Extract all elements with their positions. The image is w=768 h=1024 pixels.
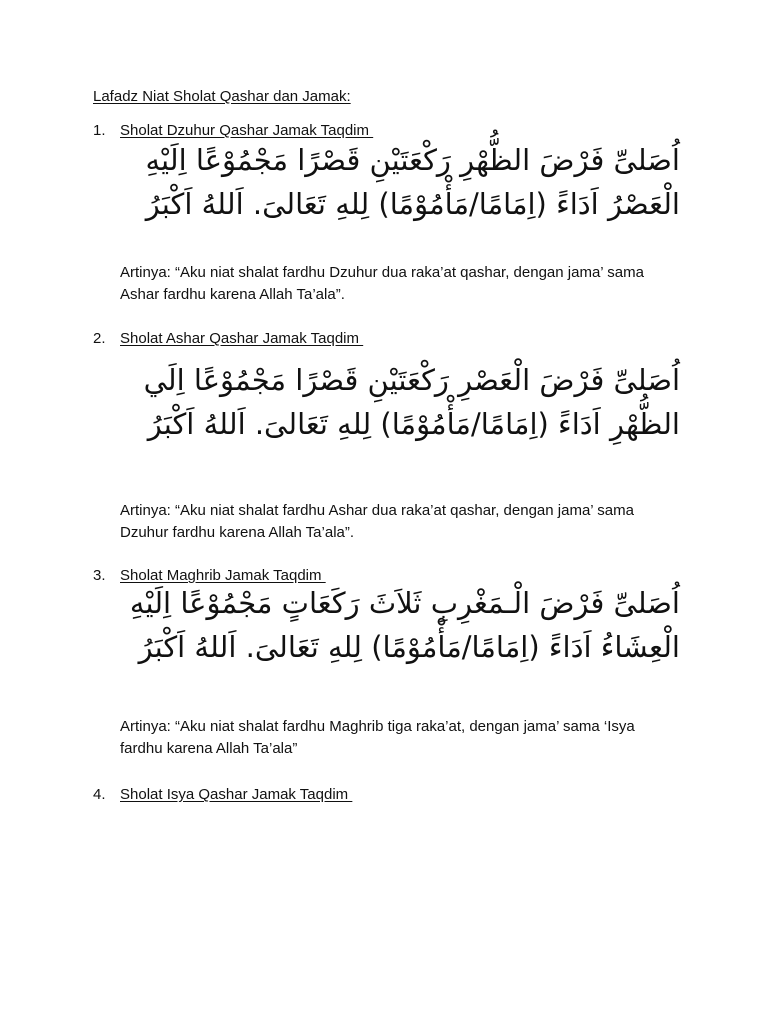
arabic-niat-text: اُصَلىِّ فَرْضَ الظُّهْرِ رَكْعَتَيْنِ قَصْرًا مَجْمُوْعًا اِلَيْهِ الْعَصْرُ اَدَاءً (اِمَامًا/مَأْمُوْمًا) لِلهِ تَعَالىَ. اَللهُ اَكْبَرُ (145, 143, 680, 221)
item-number: 4. (93, 786, 106, 803)
item-heading: Sholat Isya Qashar Jamak Taqdim (120, 786, 353, 803)
item-number: 2. (93, 330, 106, 347)
arabic-niat-text: اُصَلىِّ فَرْضَ الْـمَغْرِبِ ثَلاَثَ رَكَعَاتٍ مَجْمُوْعًا اِلَيْهِ الْعِشَاءُ اَدَاءً (اِمَامًا/مَأْمُوْمًا) لِلهِ تَعَالىَ. اَللهُ اَكْبَرُ (129, 586, 680, 664)
translation-text: Artinya: “Aku niat shalat fardhu Maghrib tiga raka’at, dengan jama’ sama ‘Isya fardhu karena Allah Ta’ala” (120, 718, 635, 757)
item-number: 1. (93, 122, 106, 139)
translation-text: Artinya: “Aku niat shalat fardhu Ashar dua raka’at qashar, dengan jama’ sama Dzuhur fardhu karena Allah Ta’ala”. (120, 502, 634, 541)
arabic-niat-text: اُصَلىِّ فَرْضَ الْعَصْرِ رَكْعَتَيْنِ قَصْرًا مَجْمُوْعًا اِلَي الظُّهْرِ اَدَاءً (اِمَامًا/مَأْمُوْمًا) لِلهِ تَعَالىَ. اَللهُ اَكْبَرُ (143, 363, 680, 441)
item-number: 3. (93, 567, 106, 584)
item-heading: Sholat Maghrib Jamak Taqdim (120, 567, 326, 584)
document-title: Lafadz Niat Sholat Qashar dan Jamak: (93, 88, 351, 105)
translation-text: Artinya: “Aku niat shalat fardhu Dzuhur dua raka’at qashar, dengan jama’ sama Ashar fardhu karena Allah Ta’ala”. (120, 264, 644, 303)
item-heading: Sholat Dzuhur Qashar Jamak Taqdim (120, 122, 374, 139)
item-heading: Sholat Ashar Qashar Jamak Taqdim (120, 330, 364, 347)
